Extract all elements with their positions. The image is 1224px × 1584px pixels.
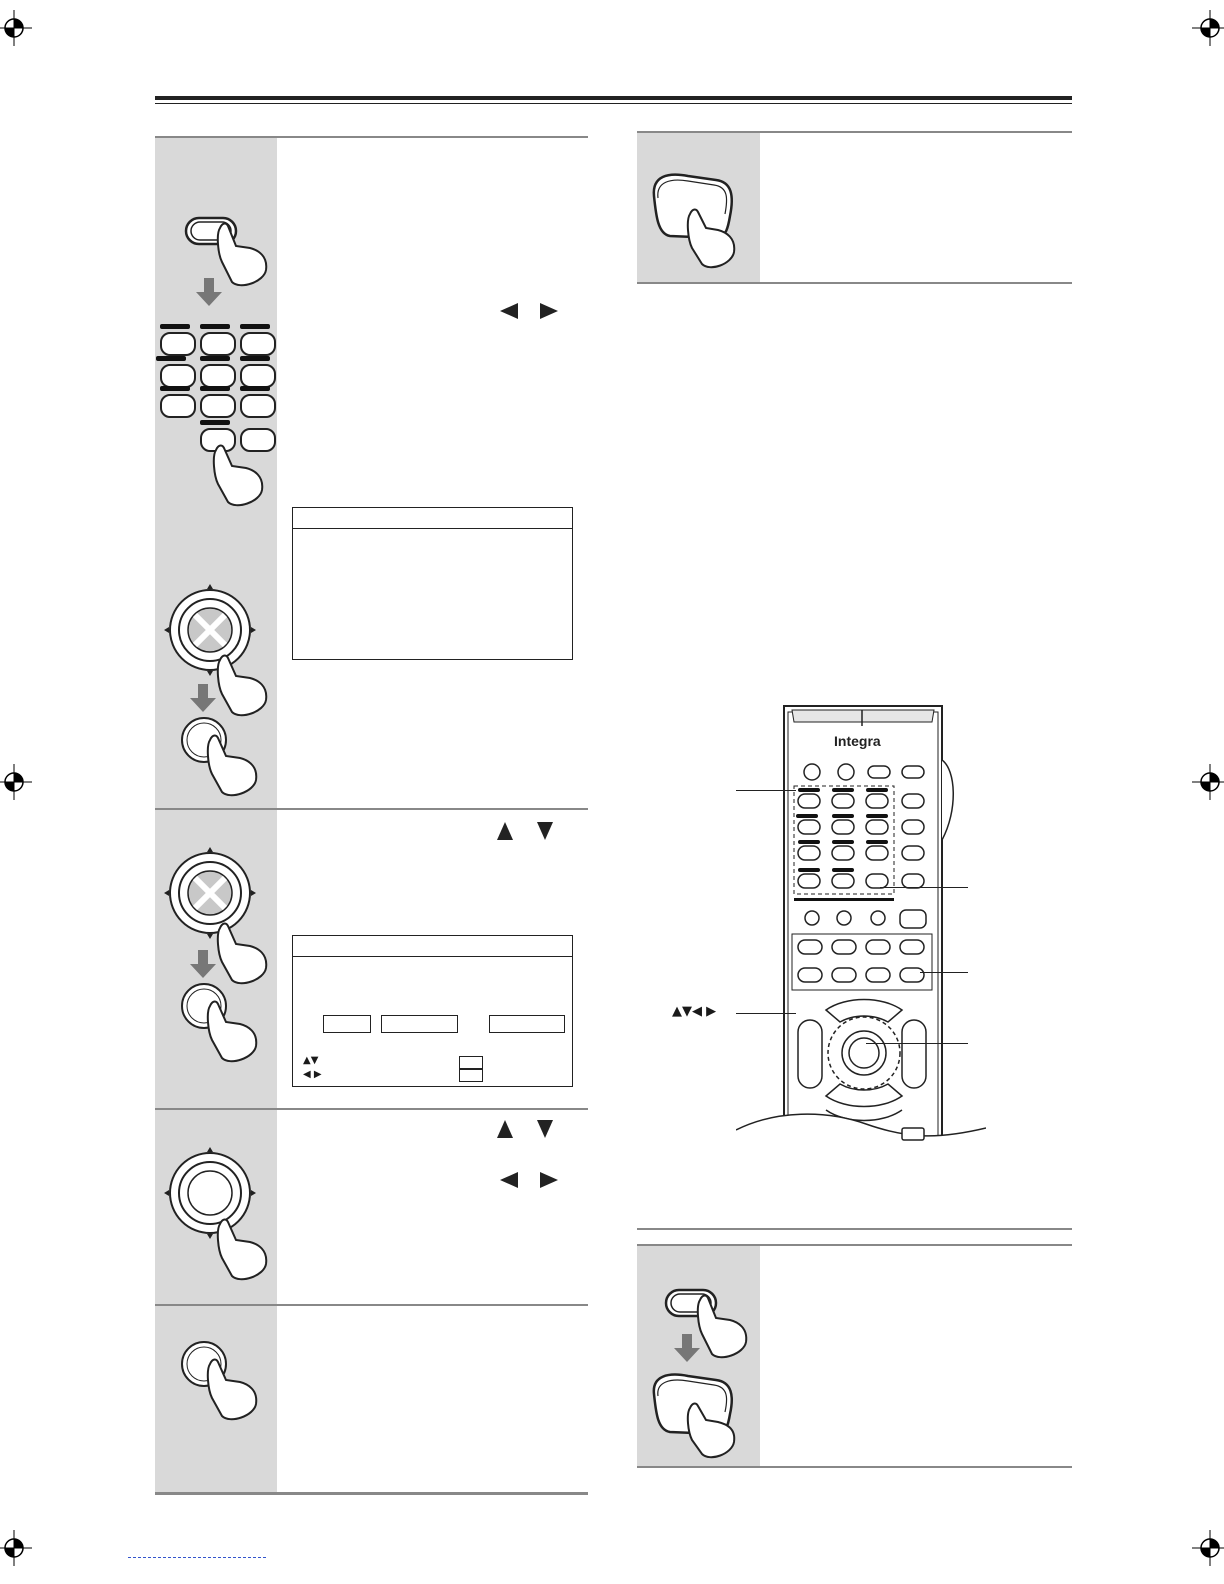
osd-key-box [459, 1069, 483, 1082]
down-arrow-icon [190, 950, 216, 978]
registration-mark-icon [0, 764, 32, 800]
right-arrow-icon [500, 303, 518, 319]
left-column-bottom-rule [155, 1492, 588, 1495]
hand-press-icon [200, 1214, 274, 1284]
osd-field-box [381, 1015, 458, 1033]
callout-line-key [880, 887, 968, 888]
registration-mark-icon [1192, 764, 1224, 800]
remote-controller-illustration [736, 700, 986, 1150]
callout-line-cursor [736, 1013, 796, 1014]
up-arrow-icon [497, 1120, 513, 1138]
header-rule-thick [155, 96, 1072, 100]
registration-mark-icon [1192, 10, 1224, 46]
osd-title-bar [293, 936, 572, 957]
up-arrow-icon [497, 822, 513, 840]
input-selector-keypad [156, 322, 276, 452]
callout-line-enter [866, 1043, 968, 1044]
down-arrow-icon [190, 684, 216, 712]
right-arrow-icon [540, 1172, 558, 1188]
osd-title-bar [293, 508, 572, 529]
osd-leftright-arrows-label: ◀ ▶ [303, 1069, 322, 1080]
down-triangle-icon [537, 1120, 553, 1138]
remote-mode-button-press-icon [180, 210, 270, 290]
osd-screen-1 [292, 507, 573, 660]
cursor-arrows-label: ▲▼◀ ▶ [672, 1004, 717, 1019]
callout-line-keypad [736, 790, 796, 791]
osd-screen-2 [292, 935, 573, 1087]
registration-mark-icon [1192, 1530, 1224, 1566]
down-triangle-icon [537, 822, 553, 840]
right-arrow-icon [540, 303, 558, 319]
enter-button-icon [180, 982, 280, 1068]
hand-press-icon [196, 440, 270, 510]
right-section-rule [637, 1228, 1072, 1230]
header-rule-thin [155, 103, 1072, 104]
registration-mark-icon [0, 1530, 32, 1566]
down-arrow-icon [674, 1334, 700, 1362]
left-arrow-icon [500, 1172, 518, 1188]
osd-field-box [323, 1015, 371, 1033]
right-panel-2-bottom-rule [637, 1466, 1072, 1468]
enter-button-icon [180, 716, 280, 802]
callout-line-button [920, 972, 968, 973]
osd-key-box [459, 1056, 483, 1069]
registration-mark-icon [0, 10, 32, 46]
enter-button-icon [180, 1340, 280, 1426]
down-arrow-icon [196, 278, 222, 306]
crop-mark-underline [128, 1557, 266, 1559]
hand-press-large-button-icon [648, 166, 744, 270]
osd-updown-arrows-label: ▲▼ [303, 1055, 319, 1066]
right-panel-1-bottom-rule [637, 282, 1072, 284]
osd-field-box [489, 1015, 565, 1033]
hand-press-large-button-icon [648, 1366, 744, 1460]
remote-brand-logo: Integra [834, 733, 881, 749]
